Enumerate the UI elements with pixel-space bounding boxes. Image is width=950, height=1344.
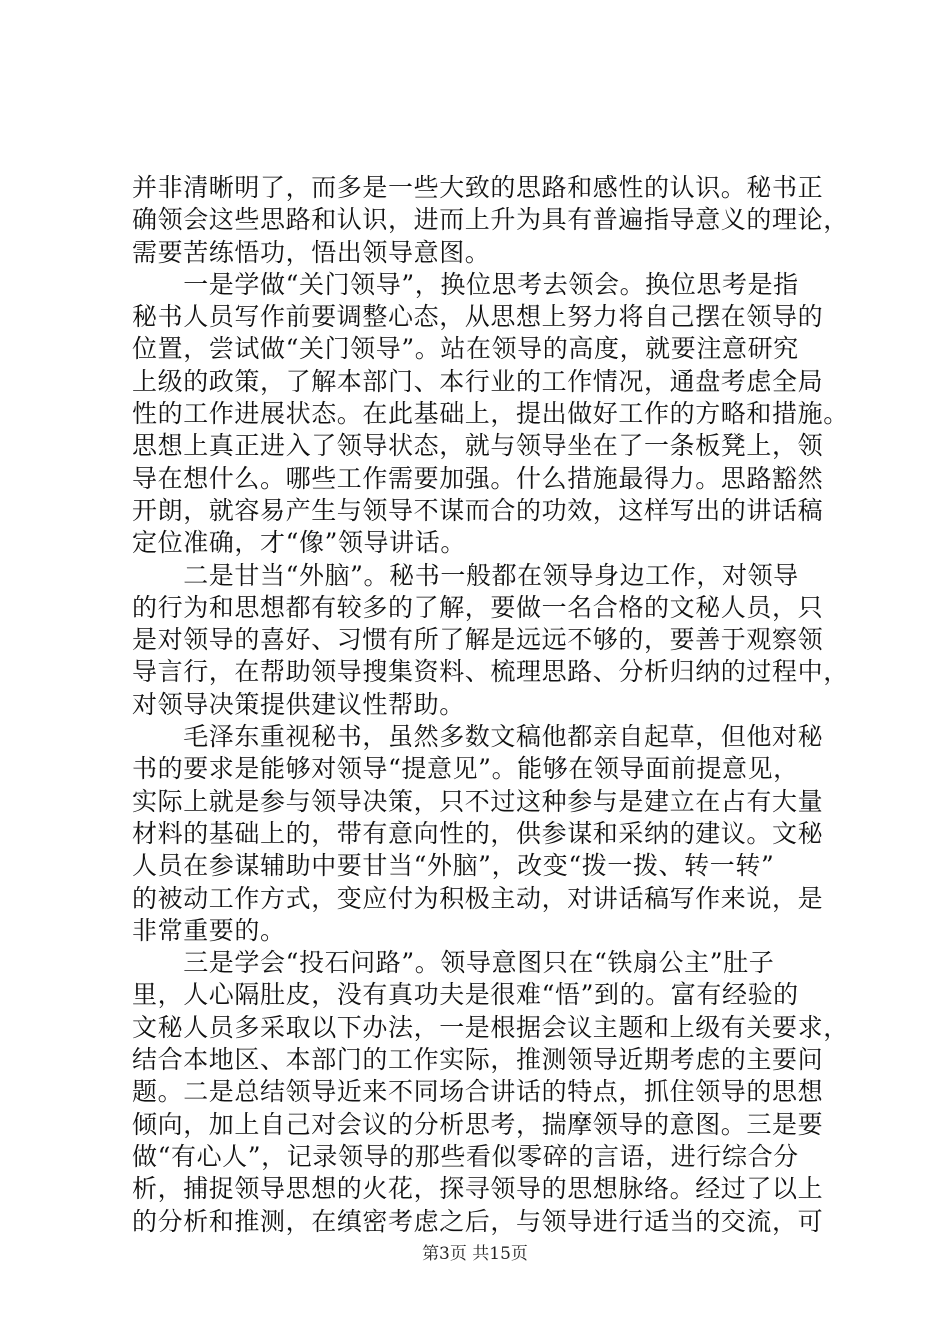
text-line: 需要苦练悟功，悟出领导意图。 (132, 237, 491, 267)
text-line: 一是学做“关门领导”，换位思考去领会。换位思考是指 (132, 269, 799, 299)
text-line: 并非清晰明了，而多是一些大致的思路和感性的认识。秘书正 (132, 173, 824, 202)
text-line: 开朗，就容易产生与领导不谋而合的功效，这样写出的讲话稿 (132, 495, 824, 525)
text-line: 导言行，在帮助领导搜集资料、梳理思路、分析归纳的过程中， (132, 657, 849, 687)
text-line: 文秘人员多采取以下办法，一是根据会议主题和上级有关要求， (132, 1012, 849, 1042)
text-line: 导在想什么。哪些工作需要加强。什么措施最得力。思路豁然 (132, 463, 824, 493)
text-line: 二是甘当“外脑”。秘书一般都在领导身边工作，对领导 (132, 560, 799, 590)
text-line: 的行为和思想都有较多的了解，要做一名合格的文秘人员，只 (132, 592, 824, 622)
text-line: 位置，尝试做“关门领导”。站在领导的高度，就要注意研究 (132, 334, 799, 364)
text-line: 题。二是总结领导近来不同场合讲话的特点，抓住领导的思想 (132, 1077, 824, 1107)
text-line: 的分析和推测，在缜密考虑之后，与领导进行适当的交流，可 (132, 1206, 824, 1236)
text-line: 对领导决策提供建议性帮助。 (132, 689, 465, 719)
text-line: 三是学会“投石问路”。领导意图只在“铁扇公主”肚子 (132, 948, 775, 978)
text-line: 思想上真正进入了领导状态，就与领导坐在了一条板凳上，领 (132, 431, 824, 461)
text-line: 秘书人员写作前要调整心态，从思想上努力将自己摆在领导的 (132, 302, 824, 332)
text-line: 析，捕捉领导思想的火花，探寻领导的思想脉络。经过了以上 (132, 1174, 824, 1204)
document-body (132, 172, 849, 1238)
text-line: 的被动工作方式，变应付为积极主动，对讲话稿写作来说，是 (132, 883, 824, 913)
text-line: 实际上就是参与领导决策，只不过这种参与是建立在占有大量 (132, 786, 824, 816)
page-footer: 第3页 共15页 (422, 1244, 528, 1264)
text-line: 里，人心隔肚皮，没有真功夫是很难“悟”到的。富有经验的 (132, 980, 799, 1010)
text-line: 倾向，加上自己对会议的分析思考，揣摩领导的意图。三是要 (132, 1109, 824, 1139)
text-line: 人员在参谋辅助中要甘当“外脑”，改变“拨一拨、转一转” (132, 851, 775, 881)
text-line: 是对领导的喜好、习惯有所了解是远远不够的，要善于观察领 (132, 625, 824, 655)
text-line: 材料的基础上的，带有意向性的，供参谋和采纳的建议。文秘 (132, 818, 824, 848)
text-line: 性的工作进展状态。在此基础上，提出做好工作的方略和措施。 (132, 399, 849, 429)
text-line: 书的要求是能够对领导“提意见”。能够在领导面前提意见， (132, 754, 799, 784)
text-line: 做“有心人”，记录领导的那些看似零碎的言语，进行综合分 (132, 1141, 799, 1171)
text-line: 上级的政策，了解本部门、本行业的工作情况，通盘考虑全局 (132, 366, 824, 396)
text-line: 结合本地区、本部门的工作实际，推测领导近期考虑的主要问 (132, 1045, 824, 1075)
text-line: 非常重要的。 (132, 915, 286, 945)
text-line: 定位准确，才“像”领导讲话。 (132, 528, 466, 558)
text-line: 确领会这些思路和认识，进而上升为具有普遍指导意义的理论， (132, 205, 849, 235)
text-line: 毛泽东重视秘书，虽然多数文稿他都亲自起草，但他对秘 (132, 722, 824, 752)
